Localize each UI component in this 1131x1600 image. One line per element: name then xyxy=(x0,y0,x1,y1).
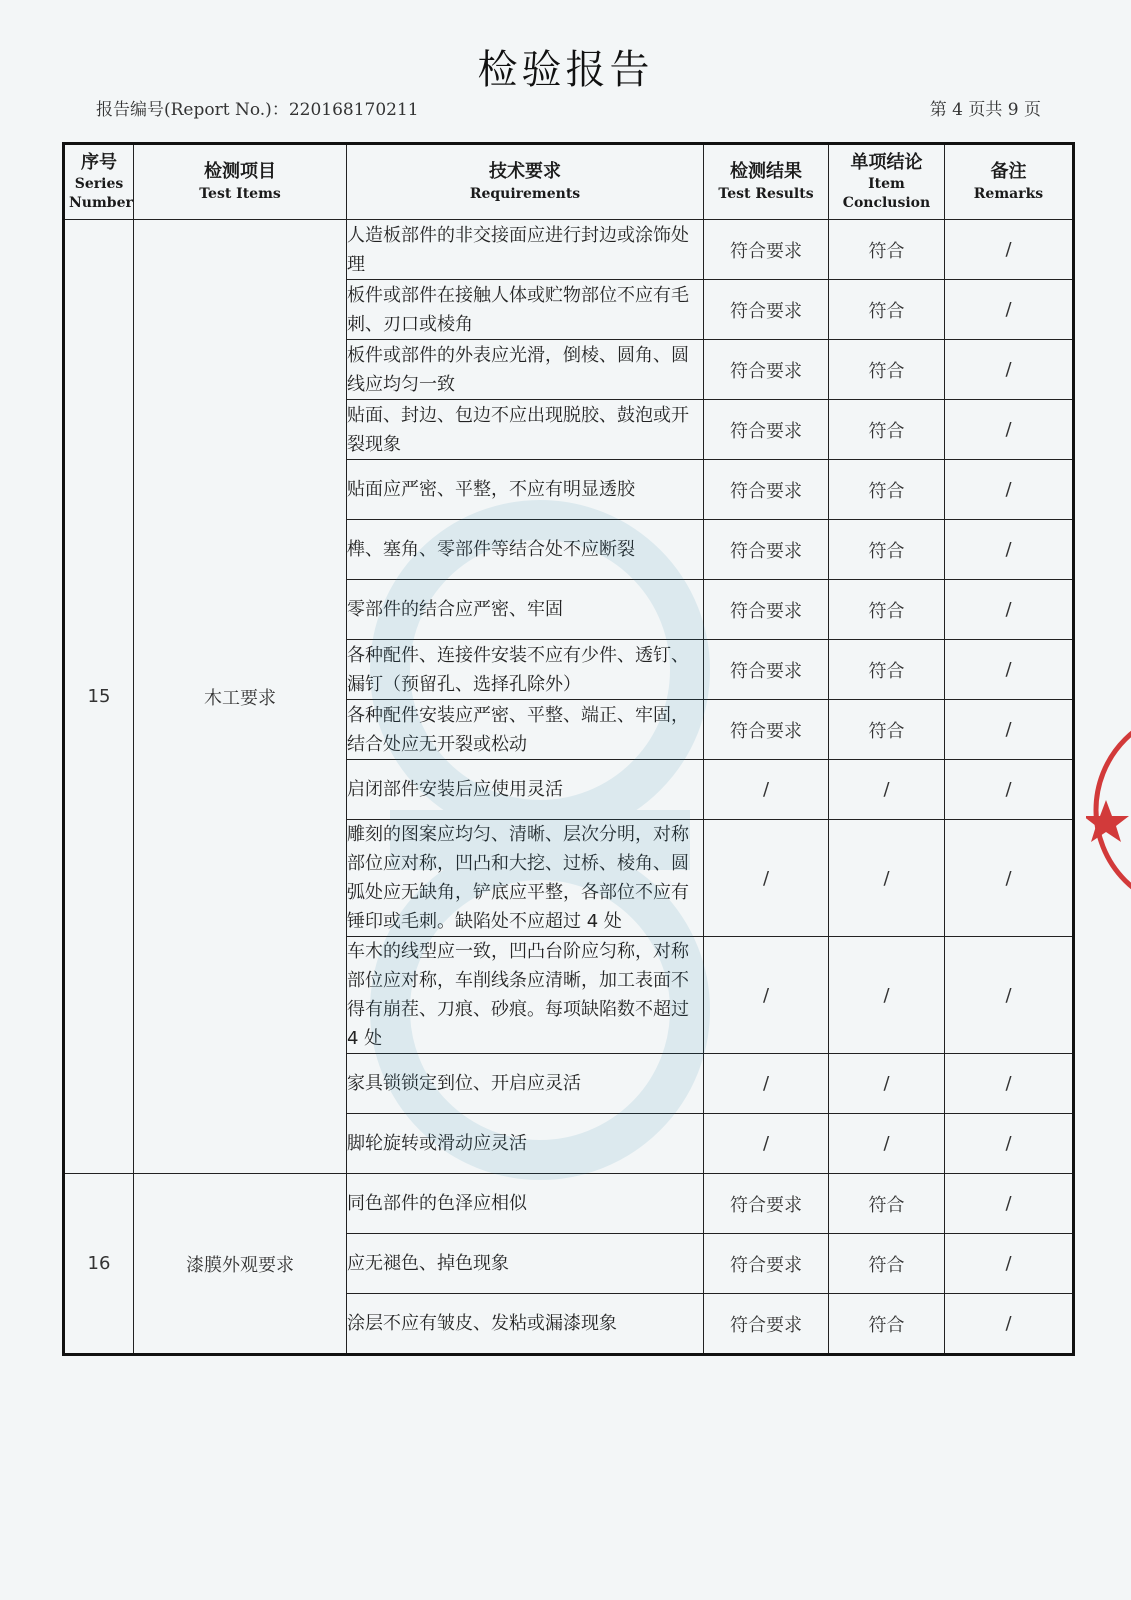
page-number: 第 4 页共 9 页 xyxy=(929,100,1041,120)
remarks: / xyxy=(945,1054,1074,1114)
test-result: 符合要求 xyxy=(704,280,829,340)
requirement-text: 家具锁锁定到位、开启应灵活 xyxy=(347,1054,704,1114)
requirement-text: 涂层不应有皱皮、发粘或漏漆现象 xyxy=(347,1294,704,1355)
item-conclusion: / xyxy=(829,1114,945,1174)
remarks: / xyxy=(945,520,1074,580)
requirement-text: 雕刻的图案应均匀、清晰、层次分明，对称部位应对称，凹凸和大挖、过桥、棱角、圆弧处应无缺角，铲底应平整，各部位不应有锤印或毛刺。缺陷处不应超过 4 处 xyxy=(347,820,704,937)
header-requirements: 技术要求 Requirements xyxy=(347,144,704,220)
header-test-items: 检测项目 Test Items xyxy=(134,144,347,220)
table-header-row xyxy=(64,144,1074,220)
item-conclusion: 符合 xyxy=(829,340,945,400)
item-conclusion: 符合 xyxy=(829,520,945,580)
item-conclusion: 符合 xyxy=(829,1294,945,1355)
test-result: 符合要求 xyxy=(704,1174,829,1234)
item-conclusion: 符合 xyxy=(829,640,945,700)
header-item-conclusion: 单项结论 Item Conclusion xyxy=(829,144,945,220)
header-test-results: 检测结果 Test Results xyxy=(704,144,829,220)
group-series-number: 16 xyxy=(64,1174,134,1355)
item-conclusion: 符合 xyxy=(829,1174,945,1234)
item-conclusion: 符合 xyxy=(829,460,945,520)
remarks: / xyxy=(945,1234,1074,1294)
test-result: 符合要求 xyxy=(704,700,829,760)
remarks: / xyxy=(945,937,1074,1054)
remarks: / xyxy=(945,1114,1074,1174)
item-conclusion: 符合 xyxy=(829,700,945,760)
item-conclusion: 符合 xyxy=(829,280,945,340)
requirement-text: 贴面、封边、包边不应出现脱胶、鼓泡或开裂现象 xyxy=(347,400,704,460)
report-title: 检验报告 xyxy=(477,47,654,93)
header-series-number: 序号 Series Number xyxy=(64,144,134,220)
requirement-text: 人造板部件的非交接面应进行封边或涂饰处理 xyxy=(347,220,704,280)
remarks: / xyxy=(945,760,1074,820)
test-result: / xyxy=(704,820,829,937)
remarks: / xyxy=(945,340,1074,400)
remarks: / xyxy=(945,580,1074,640)
remarks: / xyxy=(945,700,1074,760)
item-conclusion: / xyxy=(829,937,945,1054)
remarks: / xyxy=(945,280,1074,340)
item-conclusion: 符合 xyxy=(829,1234,945,1294)
report-number: 报告编号(Report No.)：220168170211 xyxy=(96,100,419,120)
item-conclusion: 符合 xyxy=(829,220,945,280)
remarks: / xyxy=(945,1294,1074,1355)
requirement-text: 贴面应严密、平整，不应有明显透胶 xyxy=(347,460,704,520)
group-test-item: 木工要求 xyxy=(134,220,347,1174)
requirement-text: 各种配件、连接件安装不应有少件、透钉、漏钉（预留孔、选择孔除外） xyxy=(347,640,704,700)
test-result: 符合要求 xyxy=(704,640,829,700)
requirement-text: 应无褪色、掉色现象 xyxy=(347,1234,704,1294)
test-result: / xyxy=(704,1114,829,1174)
test-result: 符合要求 xyxy=(704,580,829,640)
table-row xyxy=(64,1174,1074,1234)
item-conclusion: 符合 xyxy=(829,580,945,640)
test-result: 符合要求 xyxy=(704,1234,829,1294)
remarks: / xyxy=(945,400,1074,460)
remarks: / xyxy=(945,220,1074,280)
requirement-text: 车木的线型应一致，凹凸台阶应匀称，对称部位应对称，车削线条应清晰，加工表面不得有崩茬、刀痕、砂痕。每项缺陷数不超过 4 处 xyxy=(347,937,704,1054)
remarks: / xyxy=(945,640,1074,700)
item-conclusion: / xyxy=(829,1054,945,1114)
requirement-text: 零部件的结合应严密、牢固 xyxy=(347,580,704,640)
test-result: / xyxy=(704,937,829,1054)
requirement-text: 榫、塞角、零部件等结合处不应断裂 xyxy=(347,520,704,580)
remarks: / xyxy=(945,1174,1074,1234)
requirement-text: 各种配件安装应严密、平整、端正、牢固，结合处应无开裂或松动 xyxy=(347,700,704,760)
test-result: 符合要求 xyxy=(704,1294,829,1355)
requirement-text: 板件或部件的外表应光滑，倒棱、圆角、圆线应均匀一致 xyxy=(347,340,704,400)
inspection-table xyxy=(62,142,1075,1356)
test-result: 符合要求 xyxy=(704,340,829,400)
item-conclusion: 符合 xyxy=(829,400,945,460)
test-result: 符合要求 xyxy=(704,400,829,460)
table-row xyxy=(64,220,1074,280)
inspection-stamp xyxy=(1086,700,1131,920)
remarks: / xyxy=(945,820,1074,937)
group-test-item: 漆膜外观要求 xyxy=(134,1174,347,1355)
item-conclusion: / xyxy=(829,760,945,820)
requirement-text: 同色部件的色泽应相似 xyxy=(347,1174,704,1234)
requirement-text: 脚轮旋转或滑动应灵活 xyxy=(347,1114,704,1174)
test-result: / xyxy=(704,1054,829,1114)
remarks: / xyxy=(945,460,1074,520)
test-result: 符合要求 xyxy=(704,460,829,520)
test-result: 符合要求 xyxy=(704,220,829,280)
header-remarks: 备注 Remarks xyxy=(945,144,1074,220)
test-result: / xyxy=(704,760,829,820)
requirement-text: 板件或部件在接触人体或贮物部位不应有毛刺、刃口或棱角 xyxy=(347,280,704,340)
item-conclusion: / xyxy=(829,820,945,937)
group-series-number: 15 xyxy=(64,220,134,1174)
requirement-text: 启闭部件安装后应使用灵活 xyxy=(347,760,704,820)
test-result: 符合要求 xyxy=(704,520,829,580)
